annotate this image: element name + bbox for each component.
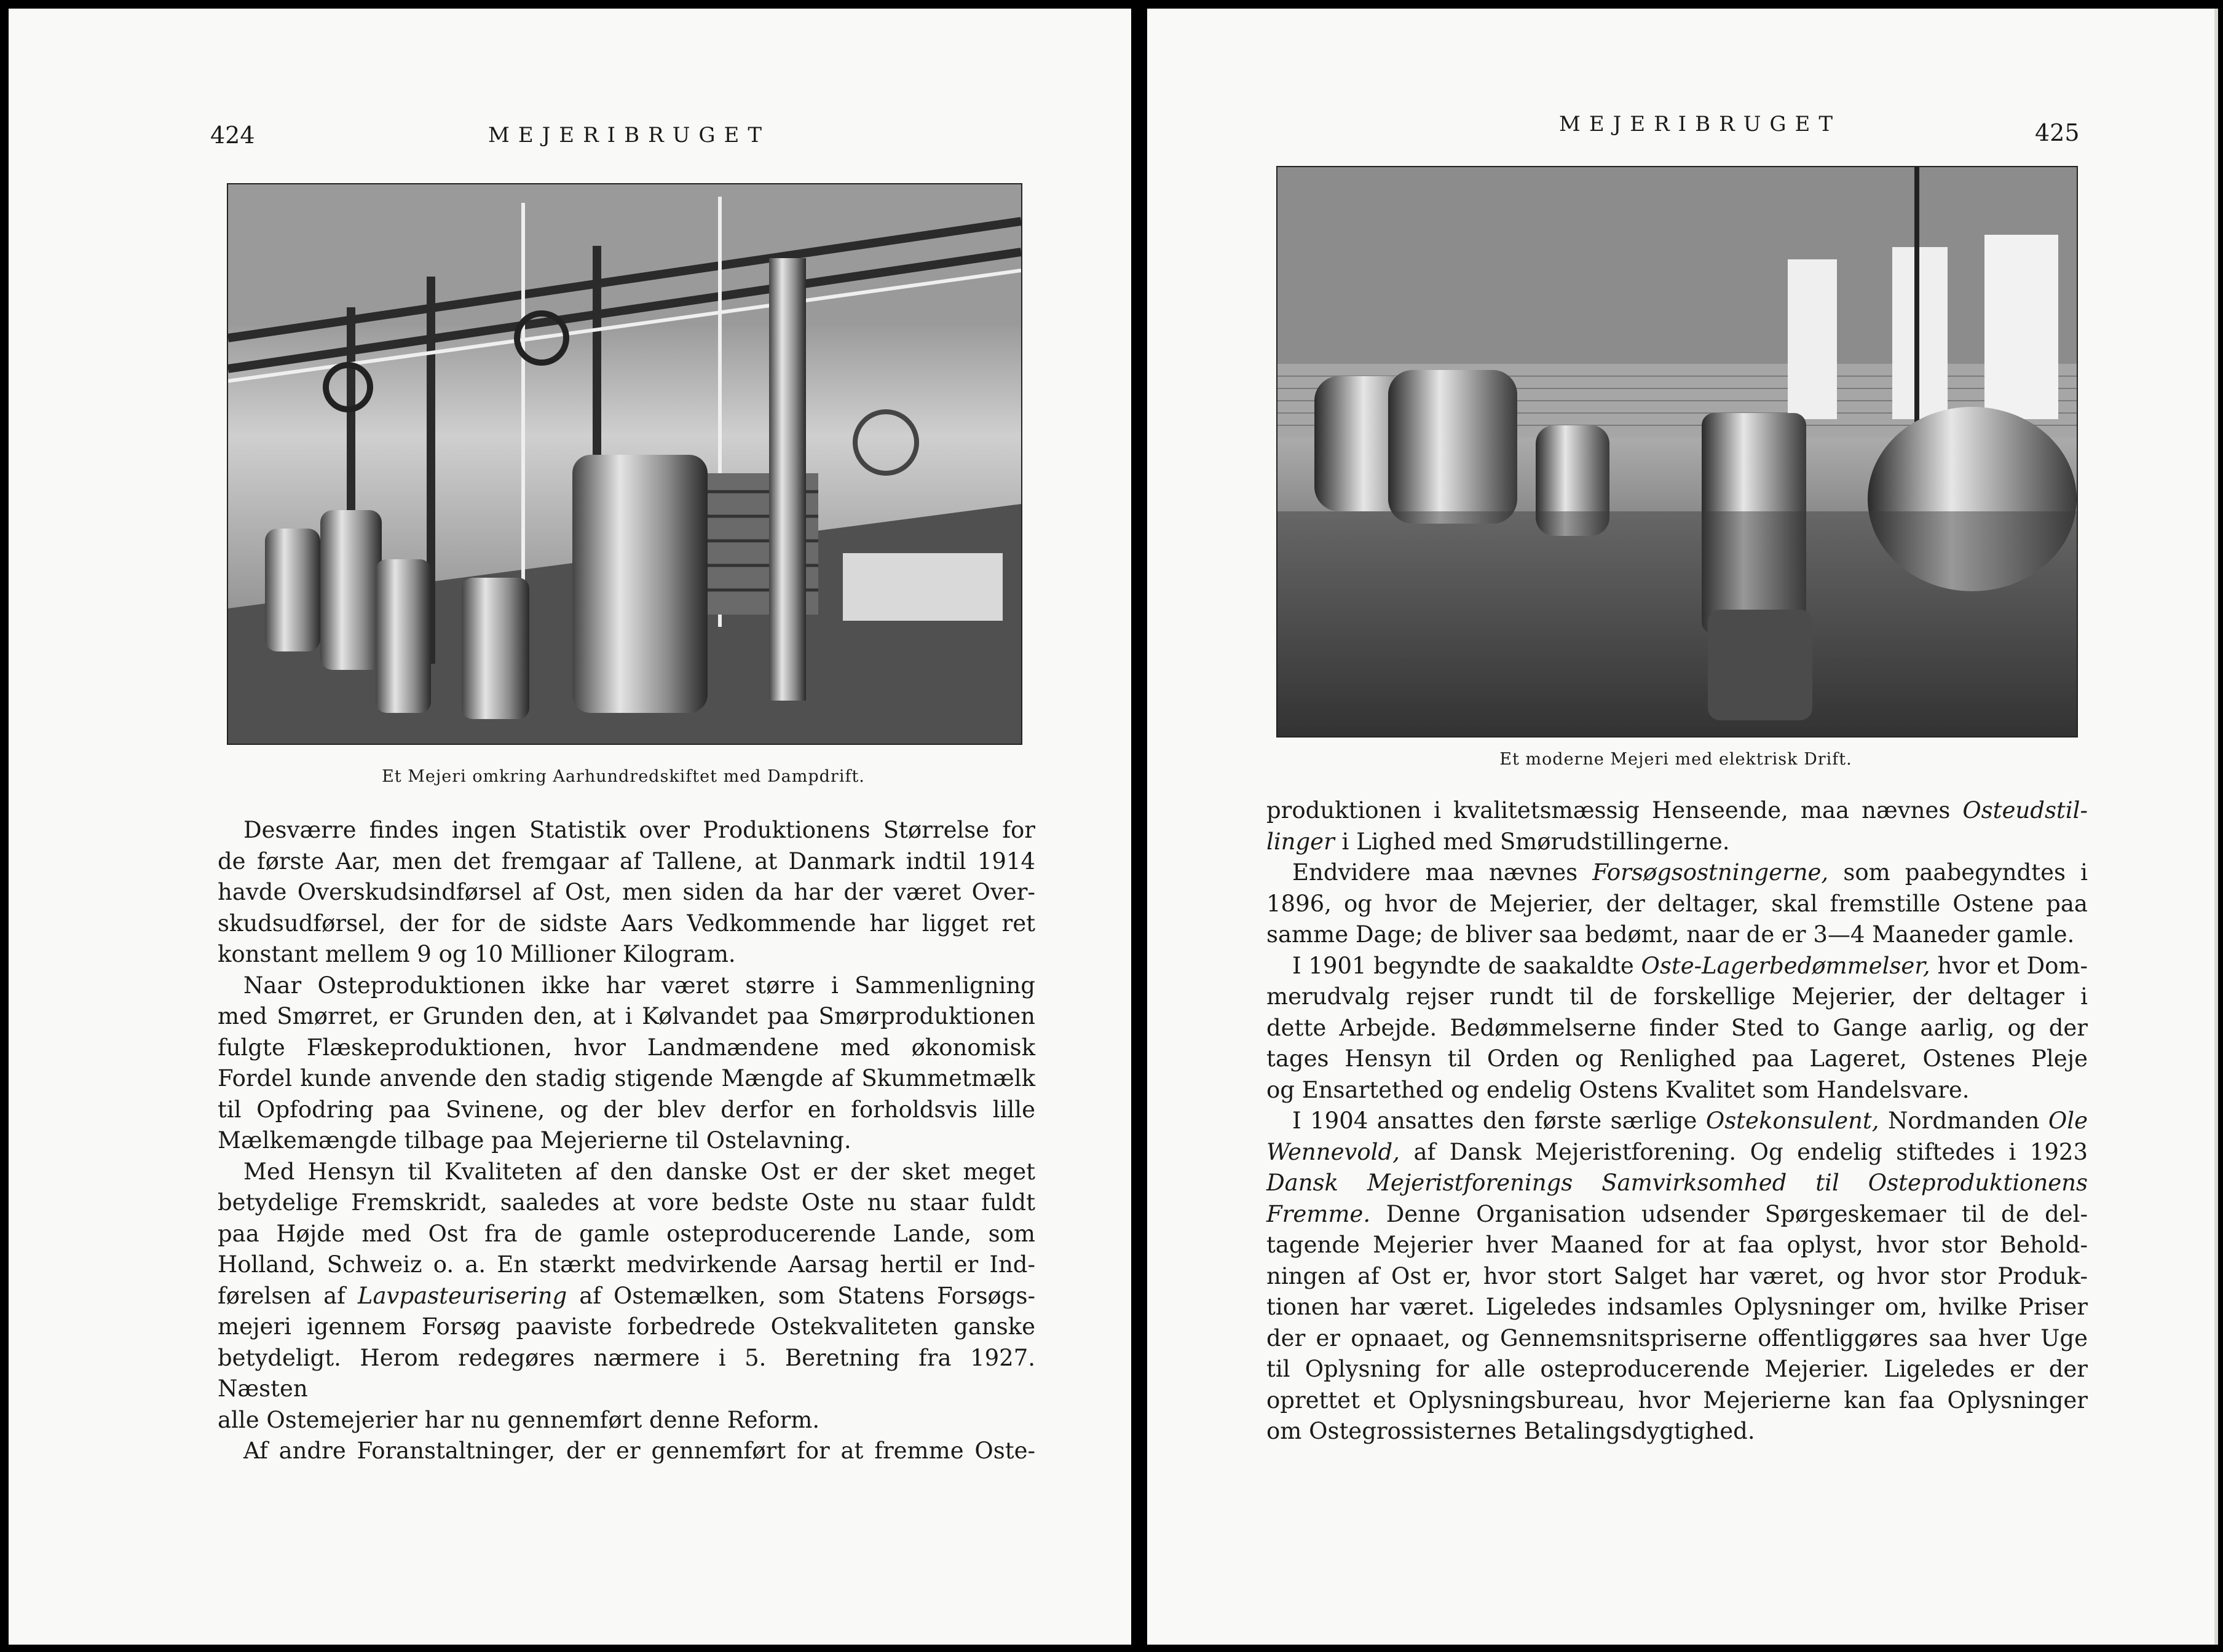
text-line bbox=[1266, 827, 2088, 858]
text-line: Holland, Schweiz o. a. En stærkt medvirkende Aarsag hertil er Ind- bbox=[218, 1251, 1035, 1278]
italic-term: Ostekonsulent, bbox=[1705, 1107, 1879, 1134]
text-line: alle Ostemejerier har nu gennemført denne Reform. bbox=[218, 1406, 820, 1433]
text-line: Desværre findes ingen Statistik over Produktionens Størrelse for bbox=[243, 817, 1035, 843]
text-line: Naar Osteproduktionen ikke har været større i Sammenligning bbox=[243, 972, 1035, 999]
text-line bbox=[1266, 857, 2088, 889]
text-line: dette Arbejde. Bedømmelserne finder Sted to Gange aarlig, og der bbox=[1266, 1014, 2088, 1041]
text-line: skudsudførsel, der for de sidste Aars Vedkommende har ligget ret bbox=[218, 910, 1035, 937]
text-line: til Oplysning for alle osteproducerende Mejerier. Ligeledes er der bbox=[1266, 1356, 2088, 1382]
text-fragment: som paabegyndtes i bbox=[1843, 859, 2088, 886]
text-line: om Ostegrossisternes Betalingsdygtighed. bbox=[1266, 1418, 1755, 1444]
text-fragment: I 1904 ansattes den første særlige bbox=[1292, 1107, 1697, 1134]
text-fragment: af Ostemælken, som Statens Forsøgs- bbox=[579, 1282, 1036, 1309]
page-number: 425 bbox=[2035, 119, 2080, 146]
text-line: 1896, og hvor de Mejerier, der deltager, skal fremstille Ostene paa bbox=[1266, 890, 2088, 917]
text-fragment: førelsen af bbox=[218, 1282, 345, 1309]
italic-term: Fremme. bbox=[1266, 1200, 1371, 1227]
text-line: til Opfodring paa Svinene, og der blev derfor en forholdsvis lille bbox=[218, 1096, 1035, 1123]
text-line: Af andre Foranstaltninger, der er gennemført for at fremme Oste- bbox=[243, 1438, 1035, 1464]
text-fragment: i Lighed med Smørudstillingerne. bbox=[1341, 828, 1730, 855]
text-fragment: Nordmanden bbox=[1887, 1107, 2040, 1134]
photo-caption: Et Mejeri omkring Aarhundredskiftet med Dampdrift. bbox=[382, 767, 865, 786]
text-line: betydeligt. Herom redegøres nærmere i 5. Beretning fra 1927. Næsten bbox=[218, 1344, 1035, 1402]
text-line: havde Overskudsindførsel af Ost, men siden da har der været Over- bbox=[218, 879, 1035, 905]
text-line: samme Dage; de bliver saa bedømt, naar de er 3—4 Maaneder gamle. bbox=[1266, 921, 2075, 948]
text-fragment: Endvidere maa nævnes bbox=[1292, 859, 1578, 886]
text-line: fulgte Flæskeproduktionen, hvor Landmændene med økonomisk bbox=[218, 1034, 1035, 1061]
text-line: tionen har været. Ligeledes indsamles Oplysninger om, hvilke Priser bbox=[1266, 1294, 2088, 1320]
text-line: tagende Mejerier hver Maaned for at faa oplyst, hvor stor Behold- bbox=[1266, 1232, 2088, 1258]
right-body-text bbox=[1266, 795, 2088, 1447]
text-fragment: af Dansk Mejeristforening. Og endelig stiftedes i 1923 bbox=[1413, 1138, 2088, 1165]
text-fragment: produktionen i kvalitetsmæssig Henseende, maa nævnes bbox=[1266, 797, 1951, 824]
text-line: de første Aar, men det fremgaar af Tallene, at Danmark indtil 1914 bbox=[218, 848, 1035, 875]
text-line: merudvalg rejser rundt til de forskellige Mejerier, der deltager i bbox=[1266, 983, 2088, 1010]
text-line: og Ensartethed og endelig Ostens Kvalitet som Handelsvare. bbox=[1266, 1076, 1970, 1103]
text-fragment: hvor et Dom- bbox=[1937, 952, 2088, 979]
text-fragment: Denne Organisation udsender Spørgeskemaer til de del- bbox=[1386, 1200, 2088, 1227]
dairy-steam-photo bbox=[227, 183, 1022, 745]
left-page bbox=[9, 9, 1131, 1645]
italic-term: Lavpasteurisering bbox=[357, 1282, 567, 1309]
text-line bbox=[218, 1281, 1035, 1312]
text-line: ningen af Ost er, hvor stort Salget har været, og hvor stor Produk- bbox=[1266, 1262, 2088, 1289]
italic-term: linger bbox=[1266, 828, 1335, 855]
text-line: Dansk Mejeristforenings Samvirksomhed til Osteproduktionens bbox=[1266, 1170, 2088, 1196]
text-line: konstant mellem 9 og 10 Millioner Kilogram. bbox=[218, 941, 736, 967]
page-number: 424 bbox=[210, 122, 255, 149]
text-line: Mælkemængde tilbage paa Mejerierne til Ostelavning. bbox=[218, 1127, 851, 1154]
italic-term: Osteudstil- bbox=[1962, 797, 2088, 824]
text-line bbox=[1266, 1137, 2088, 1168]
text-line: mejeri igennem Forsøg paaviste forbedrede Ostekvaliteten ganske bbox=[218, 1313, 1035, 1340]
right-page bbox=[1147, 9, 2218, 1645]
text-line: der er opnaaet, og Gennemsnitspriserne offentliggøres saa hver Uge bbox=[1266, 1324, 2088, 1351]
running-head: MEJERIBRUGET bbox=[488, 123, 771, 148]
text-line: tages Hensyn til Orden og Renlighed paa Lageret, Ostenes Pleje bbox=[1266, 1045, 2088, 1072]
text-line bbox=[1266, 795, 2088, 827]
text-line: med Smørret, er Grunden den, at i Kølvandet paa Smørproduktionen bbox=[218, 1003, 1035, 1029]
running-head: MEJERIBRUGET bbox=[1559, 112, 1842, 136]
text-line: Fordel kunde anvende den stadig stigende Mængde af Skummetmælk bbox=[218, 1065, 1035, 1092]
text-line bbox=[1266, 1106, 2088, 1137]
italic-term: Forsøgsostningerne, bbox=[1592, 859, 1829, 886]
italic-term: Oste-Lagerbedømmelser, bbox=[1641, 952, 1930, 979]
photo-caption: Et moderne Mejeri med elektrisk Drift. bbox=[1499, 750, 1852, 769]
text-line bbox=[1266, 951, 2088, 982]
text-line: paa Højde med Ost fra de gamle osteproducerende Lande, som bbox=[218, 1220, 1035, 1247]
italic-term: Ole bbox=[2048, 1107, 2088, 1134]
text-fragment: I 1901 begyndte de saakaldte bbox=[1292, 952, 1634, 979]
left-body-text bbox=[218, 815, 1035, 1467]
dairy-electric-photo bbox=[1276, 166, 2078, 738]
italic-term: Wennevold, bbox=[1266, 1138, 1400, 1165]
text-line: Med Hensyn til Kvaliteten af den danske Ost er der sket meget bbox=[243, 1158, 1035, 1185]
text-line: oprettet et Oplysningsbureau, hvor Mejerierne kan faa Oplysninger bbox=[1266, 1386, 2088, 1414]
text-line bbox=[1266, 1199, 2088, 1230]
text-line: betydelige Fremskridt, saaledes at vore bedste Oste nu staar fuldt bbox=[218, 1189, 1035, 1216]
